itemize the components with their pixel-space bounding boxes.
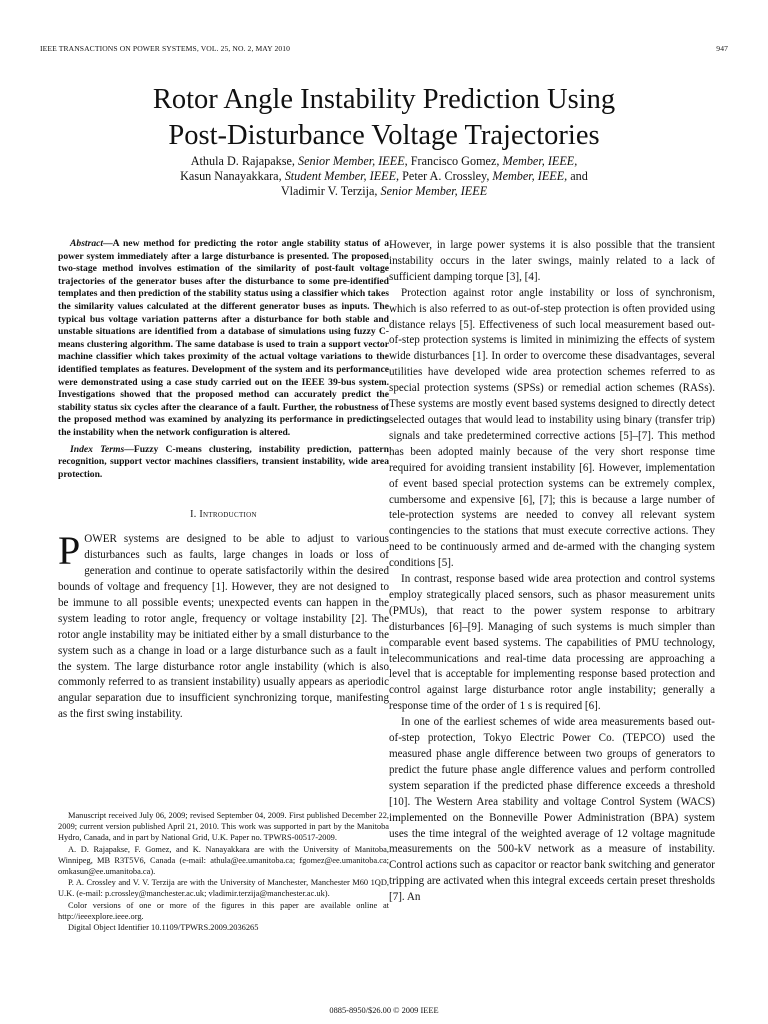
title-line-2: Post-Disturbance Voltage Trajectories xyxy=(168,120,600,151)
page-number: 947 xyxy=(716,44,728,53)
footnote-affiliation-1: A. D. Rajapakse, F. Gomez, and K. Nanayakkara are with the University of Manitoba, Winnipeg, MB R3T5V6, Canada (e-mail: athula@ee.umanitoba.ca; fgomez@ee.umanitoba.ca; omkasun@ee.umanitoba.ca). xyxy=(58,844,389,877)
footnotes xyxy=(58,810,389,933)
index-terms-text: —Fuzzy C-means clustering, instability prediction, pattern recognition, support vector machines classifiers, transient instability, wide area protection. xyxy=(58,443,389,480)
body-paragraph: However, in large power systems it is also possible that the transient instability occurs in the later swings, mainly related to a lack of sufficient damping torque [3], [4]. xyxy=(389,239,715,283)
left-column xyxy=(58,238,389,723)
body-paragraph: Protection against rotor angle instability or loss of synchronism, which is also referred to as out-of-step protection is often provided using distance relays [5]. Effectiveness of such local measurement based out-of-step protection systems is limited in minimizing the effects of system wide disturbances [1]. In order to overcome these disadvantages, several utilities have developed wide area protection schemes referred to as special protection systems (SPSs) or remedial action schemes (RASs). These systems are mostly event based systems designed to directly detect selected outages that would lead to instability using binary (transfer trip) signals and take predetermined corrective actions [5]–[7]. This method has been adopted mainly because of the very short response time required for avoiding transient instability [6]. However, implementation of event based special protection systems can be extremely complex, cumbersome and expensive [6], [7]; this is because a large number of tele-protection systems are needed to convey all relevant system contingencies to the stations that must execute corrective actions. They need to be continuously armed and de-armed with the changing system conditions [5]. xyxy=(389,286,715,570)
author-role: Member, IEEE, xyxy=(502,154,578,168)
author-name: Athula D. Rajapakse, xyxy=(190,154,295,168)
running-head xyxy=(40,44,728,53)
section-title: Introduction xyxy=(199,509,257,521)
index-terms xyxy=(58,444,389,482)
section-number: I. xyxy=(190,509,197,521)
author-role: Senior Member, IEEE xyxy=(380,184,488,198)
author-name: Francisco Gomez, xyxy=(410,154,500,168)
author-line-2 xyxy=(60,169,708,184)
abstract-text: —A new method for predicting the rotor angle stability status of a power system immediately after a large disturbance is presented. The proposed two-stage method involves estimation of the similarity of post-fault voltage trajectories of the generator buses after the disturbance to some pre-identified templates and then prediction of the stability status using a classifier which takes the similarity values calculated at the different generator buses as inputs. The typical bus voltage variation patterns after a disturbance for both stable and unstable situations are identified from a database of simulations using fuzzy C-means clustering algorithm. The same database is used to train a support vector machine classifier which takes proximity of the actual voltage variations to the identified templates as features. Development of the system and its performance were demonstrated using a case study carried out on the IEEE 39-bus system. Investigations showed that the proposed method can accurately predict the stability status six cycles after the clearance of a fault. Further, the robustness of the proposed method was examined by analyzing its performance in predicting the instability when the network configuration is altered. xyxy=(58,238,389,438)
journal-header: IEEE TRANSACTIONS ON POWER SYSTEMS, VOL. 25, NO. 2, MAY 2010 xyxy=(40,44,291,53)
copyright-footer: 0885-8950/$26.00 © 2009 IEEE xyxy=(329,1006,439,1015)
author-name: Kasun Nanayakkara, xyxy=(180,169,282,183)
footnote-doi: Digital Object Identifier 10.1109/TPWRS.2009.2036265 xyxy=(68,923,259,933)
dropcap: P xyxy=(58,528,81,574)
author-list xyxy=(60,154,708,199)
author-name: Vladimir V. Terzija, xyxy=(280,184,378,198)
footnote-color: Color versions of one or more of the figures in this paper are available online at http://ieeexplore.ieee.org. xyxy=(58,900,389,921)
footnote-affiliation-2: P. A. Crossley and V. V. Terzija are with the University of Manchester, Manchester M60 1QD, U.K. (e-mail: p.crossley@manchester.ac.uk; vladimir.terzija@manchester.ac.uk). xyxy=(58,878,389,899)
author-name: Peter A. Crossley, xyxy=(402,169,490,183)
index-terms-label: Index Terms xyxy=(70,443,125,455)
author-role: Member, IEEE, xyxy=(492,169,568,183)
author-conjunction: and xyxy=(570,169,588,183)
footnote-manuscript: Manuscript received July 06, 2009; revised September 04, 2009. First published December 22, 2009; current version published April 21, 2010. This work was supported in part by the Manitoba Hydro, Canada, and in part by National Grid, U.K. Paper no. TPWRS-00517-2009. xyxy=(58,811,389,843)
author-line-3 xyxy=(60,184,708,199)
body-paragraph: In contrast, response based wide area protection and control systems employ strategically placed sensors, such as phasor measurement units (PMUs), that react to the power system response to arbitrary disturbances [6]–[9]. Managing of such systems is much simpler than comparable event based systems. The capabilities of PMU technology, telecommunications and real-time data processing are approaching a level that is acceptable for implementing response based protection and control against large disturbance rotor angle instability; generally a response time of the order of 1 s is required [6]. xyxy=(389,573,715,713)
intro-text: OWER systems are designed to be able to adjust to various disturbances such as faults, large changes in loads or loss of generation and continue to operate satisfactorily within the desired bounds of voltage and frequency [1]. However, they are not designed to be immune to all possible events; unexpected events can happen in the system leading to rotor angle, frequency or voltage instability [2]. The rotor angle instability may be initiated either by a small disturbance to the system such as a change in load or a large disturbance such as a fault in the system. The large disturbance rotor angle instability (which is also commonly referred to as transient instability) usually appears as aperiodic angular separation due to insufficient synchronizing torque, manifesting as the first swing instability. xyxy=(58,533,389,721)
intro-paragraph xyxy=(58,528,389,723)
body-paragraph: In one of the earliest schemes of wide area measurements based out-of-step protection, Tokyo Electric Power Co. (TEPCO) used the measured phase angle difference between two groups of generators to predict the future phase angle difference values and perform controlled system separation if the predicted phase difference exceeds a threshold [10]. The Western Area stability and voltage Control System (WACS) implemented on the Bonneville Power Administration (BPA) system uses the time integral of the weighted average of 12 voltage magnitude measurements on the 500-kV network as a measure of instability. Control actions such as capacitor or reactor bank switching and generator tripping are activated when this integral exceeds certain preset thresholds [7]. An xyxy=(389,716,715,904)
paper-title xyxy=(60,82,708,154)
abstract xyxy=(58,238,389,440)
abstract-label: Abstract xyxy=(70,238,104,249)
right-column xyxy=(389,238,715,906)
author-line-1: Athula D. Rajapakse, Senior Member, IEEE, Francisco Gomez, Member, IEEE, xyxy=(190,154,578,168)
author-role: Student Member, IEEE, xyxy=(284,169,400,183)
section-heading xyxy=(58,509,389,520)
title-line-1: Rotor Angle Instability Prediction Using xyxy=(152,84,616,115)
author-role: Senior Member, IEEE xyxy=(298,154,405,168)
